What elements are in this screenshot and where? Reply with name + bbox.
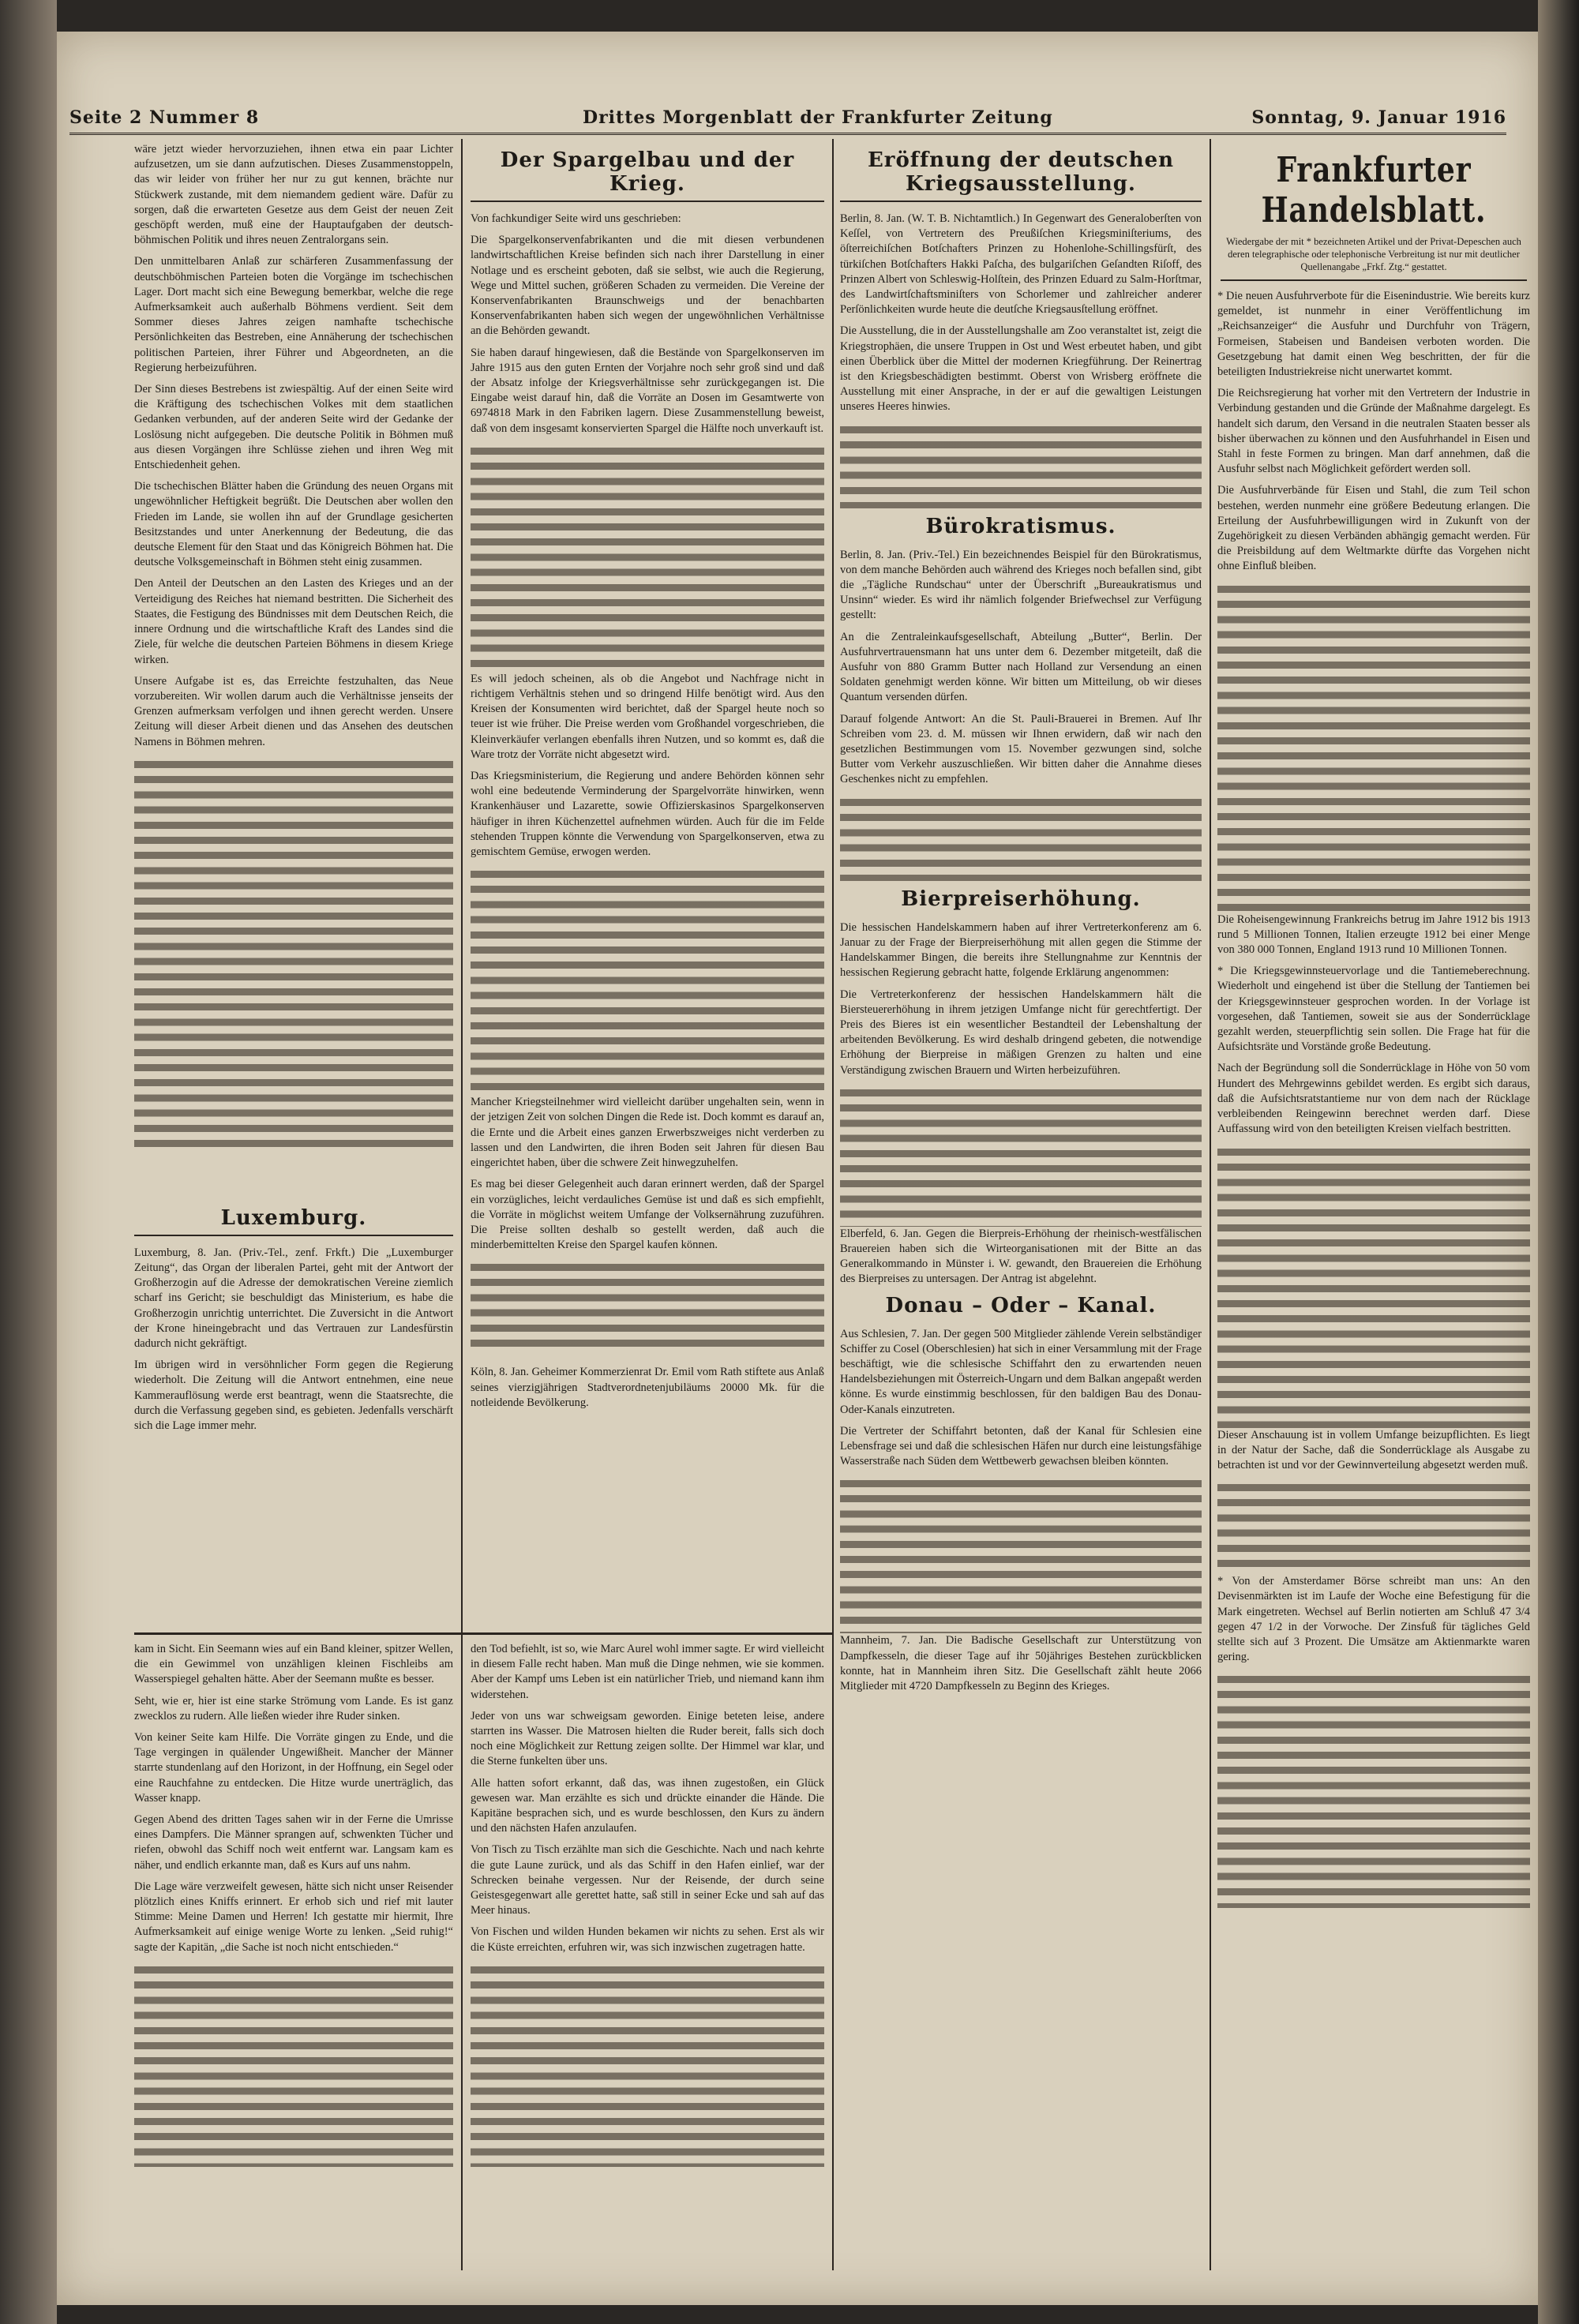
book-binding — [0, 0, 57, 2324]
text-block — [471, 443, 824, 672]
article-paragraph: * Die Kriegsgewinnsteuervorlage und die Tantiemeberechnung. Wiederholt und eingehend ist über die Stellung der Tantiemen bei der Kriegsgewinnsteuer gesprochen worden. In der Vorlage ist vorgesehen, daß Tantiemen, soweit sie aus der Sonderrücklage gezahlt werden, steuerpflichtig sein sollen. Die Frage hat für die Aufsichtsräte und Vorstände große Bedeutung. — [1217, 965, 1530, 1054]
story-paragraph: kam in Sicht. Ein Seemann wies auf ein Band kleiner, spitzer Wellen, die ein Gewimmel von unzähligen kleinen Fischleibs am Wasserspiegel gehalten hätte. Aber der Seemann mußte es besser. — [134, 1643, 453, 1686]
article-paragraph: Im übrigen wird in versöhnlicher Form gegen die Regierung wiederholt. Die Zeitung will die Antwort entnehmen, eine neue Kammerauflösung werde erst beantragt, wenn die Staatsrechte, die durch die Verfassung gegeben sind, es gebieten. Jedenfalls verschärft sich die Lage immer mehr. — [134, 1359, 453, 1432]
article-paragraph: Nach der Begründung soll die Sonderrücklage in Höhe von 50 vom Hundert des Mehrgewinns gebildet werden. Es ergibt sich daraus, daß die Aufsichtsratstantieme nur von dem nach der Rücklage verbleibenden Reingewinn berechnet werden darf. Diese Auffassung wird von den beteiligten Kreisen vielfach bestritten. — [1217, 1062, 1530, 1136]
article-paragraph: Den unmittelbaren Anlaß zur schärferen Zusammenfassung der deutschböhmischen Parteien boten die Vorgänge im tschechischen Lager. Dort macht sich eine Bewegung bemerkbar, welche die rege Aufmerksamkeit auch außerhalb Böhmens verdient. Seit dem Sommer dieses Jahres zeigen namhafte tschechische Persönlichkeiten das Bestreben, eine Annäherung der tschechischen politischen Parteien, ihrer Führer und Abgeordneten, an die Regierung herbeizuführen. — [134, 255, 453, 374]
article-title-spargelbau: Der Spargelbau und der Krieg. — [471, 148, 824, 202]
text-block — [134, 1962, 453, 2167]
article-paragraph: Unsere Aufgabe ist es, das Erreichte festzuhalten, das Neue vorzubereiten. Wir wollen darum auch die Verhältnisse jenseits der Grenzen aufmerksam verfolgen und ihnen gerecht werden. Unsere Zeitung will dieser Arbeit dienen und das Ansehen des deutschen Namens in Böhmen mehren. — [134, 674, 453, 748]
article-title-buerokratismus: Bürokratismus. — [925, 514, 1116, 538]
story-paragraph: Gegen Abend des dritten Tages sahen wir in der Ferne die Umrisse eines Dampfers. Die Männer sprangen auf, schwenkten Tücher und riefen, obwohl das Schiff noch weit entfernt war. Langsam kam es näher, und endlich erkannte man, daß es Kurs auf uns nahm. — [134, 1813, 453, 1872]
article-paragraph: Die Ausfuhrverbände für Eisen und Stahl, die zum Teil schon bestehen, werden nunmehr eine größere Bedeutung erlangen. Die Erteilung der Ausfuhrbewilligungen wird in Zukunft von der Zugehörigkeit zu diesen Verbänden abhängig gemacht werden. Für die Preisbildung auf dem Weltmarkte dürfte das Vorgehen nicht ohne Einfluß bleiben. — [1217, 484, 1530, 573]
text-block — [1217, 1144, 1530, 1428]
article-paragraph: Luxemburg, 8. Jan. (Priv.-Tel., zenf. Frkft.) Die „Luxemburger Zeitung“, das Organ der liberalen Partei, geht mit der Antwort der Großherzogin auf die Adresse der demokratischen Vereine ziemlich scharf ins Gericht; sie beschuldigt das Ministerium, es habe die Großherzogin unrichtig unterrichtet. Die Zuversicht in die Antwort der Krone hineingebracht und das Vertrauen zur Landesfürstin dadurch nicht gekräftigt. — [134, 1246, 453, 1350]
column-rule — [461, 1639, 463, 2270]
feuilleton-left — [134, 1642, 453, 2266]
header-edition: Drittes Morgenblatt der Frankfurter Zeitung — [583, 107, 1053, 128]
article-paragraph: Die Ausstellung, die in der Ausstellungshalle am Zoo veranstaltet ist, zeigt die Kriegstrophäen, die unsere Truppen in Ost und West erbeutet haben, und gibt einen Überblick über die Mittel der modernen Kriegführung. Der Reinertrag ist den Kriegsbeschädigten bestimmt. Oberst von Wrisberg eröffnete die Ausstellung mit einer Ansprache, in der er auf die gewaltigen Leistungen unseres Heeres hinwies. — [840, 324, 1202, 414]
text-block — [840, 794, 1202, 881]
text-block — [1217, 581, 1530, 913]
page-header — [69, 104, 1506, 135]
header-page-number: Seite 2 Nummer 8 — [69, 107, 260, 128]
column-rule — [1210, 139, 1211, 2270]
text-block — [1217, 1479, 1530, 1574]
feuilleton-right — [471, 1642, 824, 2266]
article-paragraph: Der Sinn dieses Bestrebens ist zwiespältig. Auf der einen Seite wird die Kräftigung des tschechischen Volkes mit dem staatlichen Gedanken verbunden, auf der anderen Seite wird der Gedanke der Loslösung nicht aufgegeben. Die deutsche Politik in Böhmen muß aus diesen Vorgängen ihre Schlüsse ziehen und ihren Weg mit Entschiedenheit gehen. — [134, 383, 453, 472]
story-paragraph: den Tod befiehlt, ist so, wie Marc Aurel wohl immer sagte. Er wird vielleicht in diesem Falle recht haben. Man muß die Dinge nehmen, wie sie kommen. Aber der Kampf ums Leben ist ein natürlicher Trieb, und niemand kann ihm widerstehen. — [471, 1643, 824, 1701]
article-intro: Von fachkundiger Seite wird uns geschrieben: — [471, 212, 681, 225]
article-paragraph: Darauf folgende Antwort: An die St. Pauli-Brauerei in Bremen. Auf Ihr Schreiben vom 23. d. M. müssen wir Ihnen erwidern, daß wir nach den gesetzlichen Bestimmungen vom 15. November gezwungen sind, solche Butter vom Verkehr auszuschließen. Wir bitten daher die Annahme dieses Geschenkes nicht zu empfehlen. — [840, 712, 1202, 786]
column-rule — [461, 139, 463, 1639]
column-spargel — [471, 142, 824, 1626]
text-block — [471, 866, 824, 1095]
article-paragraph: Die tschechischen Blätter haben die Gründung des neuen Organs mit ungewöhnlicher Heftigkeit begrüßt. Die Deutschen aber wollen den Frieden im Lande, sie wollen ihn auf der Grundlage gesicherten Besitzstandes und unter Anerkennung der Bedeutung, die das deutsche Element für den Staat und das Königreich Böhmen hat. Die deutsche Volksgemeinschaft in Böhmen steht einig zusammen. — [134, 480, 453, 569]
news-item-elberfeld: Elberfeld, 6. Jan. Gegen die Bierpreis-Erhöhung der rheinisch-westfälischen Brauereien haben sich die Wirteorganisationen mit der Bitte an das Generalkommando in Münster i. W. gewandt, den Brauereien die Erhöhung des Bierpreises zu untersagen. Der Antrag ist abgelehnt. — [840, 1227, 1202, 1286]
column-news — [840, 142, 1202, 2273]
article-paragraph: Aus Schlesien, 7. Jan. Der gegen 500 Mitglieder zählende Verein selbständiger Schiffer zu Cosel (Oberschlesien) hat sich in einer Versammlung mit der Frage beschäftigt, wie die schlesische Schiffahrt den zu erwartenden neuen Handelsbeziehungen mit Österreich-Ungarn und dem Balkan angepaßt werden könne. Es wurde einstimmig beschlossen, für den baldigen Bau des Donau-Oder-Kanals einzutreten. — [840, 1327, 1202, 1416]
news-item-koeln: Köln, 8. Jan. Geheimer Kommerzienrat Dr. Emil vom Rath stiftete aus Anlaß seines vierzigjährigen Stadtverordnetenjubiläums 20000 Mk. für die notleidende Bevölkerung. — [471, 1366, 824, 1409]
article-paragraph: Die Spargelkonservenfabrikanten und die mit diesen verbundenen landwirtschaftlichen Kreise befinden sich nach ihrer Darstellung in einer Notlage und es erscheint geboten, daß sie selbst, wie auch die Regierung, Wege und Mittel suchen, größeren Schaden zu vermeiden. Die Vereine der Konservenfabrikanten Braunschweigs und der benachbarten Konservenfabrikanten haben sich wegen der ungewöhnlichen Verhältnisse an die Behörden gewandt. — [471, 234, 824, 338]
article-title-bierpreis: Bierpreiserhöhung. — [901, 886, 1141, 911]
page-edge — [1538, 0, 1579, 2324]
article-title-luxemburg: Luxemburg. — [134, 1206, 453, 1236]
article-paragraph: Das Kriegsministerium, die Regierung und andere Behörden können sehr wohl eine bedeutende Verminderung der Spargelvorräte hinwirken, wenn Krankenhäuser und Lazarette, sowie Offizierskasinos Spargelkonserven häufiger in ihren Küchenzettel aufnehmen würden. Auch für die im Felde stehenden Truppen könnte die Verwendung von Spargelkonserven, etwa zu gemischtem Gemüse, erwogen werden. — [471, 770, 824, 859]
handelsblatt-masthead: Frankfurter Handelsblatt. — [1261, 150, 1487, 231]
article-paragraph: Die Vertreterkonferenz der hessischen Handelskammern hält die Biersteuererhöhung in ihrem jetzigen Umfange nicht für gerechtfertigt. Der Preis des Bieres ist ein wesentlicher Bestandteil der Lebenshaltung der arbeitenden Bevölkerung. Es wird deshalb dringend gebeten, die notwendige Erhöhung der Bierpreise in mäßigen Grenzen zu halten und eine Verständigung zwischen Brauern und Wirten herbeizuführen. — [840, 988, 1202, 1077]
article-paragraph: Dieser Anschauung ist in vollem Umfange beizupflichten. Es liegt in der Natur der Sache, daß die Sonderrücklage als Ausgabe zu betrachten ist und vor der Gewinnverteilung abgesetzt werden muß. — [1217, 1428, 1530, 1471]
article-paragraph: Sie haben darauf hingewiesen, daß die Bestände von Spargelkonserven im Jahre 1915 aus den guten Ernten der Vorjahre noch sehr groß sind und daß der Absatz infolge der Kriegsverhältnisse sehr zurückgegangen ist. Die Eingabe weist darauf hin, daß die Vorräte an Dosen im Gesamtwerte von 6974818 Mark in den Fabriken lagern. Diese Zusammenstellung beweist, daß von dem insgesamt konservierten Spargel die Hälfte noch unverkauft ist. — [471, 346, 824, 435]
story-paragraph: Von Fischen und wilden Hunden bekamen wir nichts zu sehen. Erst als wir die Küste erreichten, erfuhren wir, was sich inzwischen zugetragen hatte. — [471, 1925, 824, 1954]
article-paragraph: An die Zentraleinkaufsgesellschaft, Abteilung „Butter“, Berlin. Der Ausfuhrvertrauensmann hat uns unter dem 6. Dezember mitgeteilt, daß die Ausfuhr von 880 Gramm Butter nach Holland zur Versendung an einen Soldaten genehmigt werden könne. Wir bitten um Mitteilung, ob wir dieses Quantum versenden dürfen. — [840, 630, 1202, 704]
article-paragraph: Die Roheisengewinnung Frankreichs betrug im Jahre 1912 bis 1913 rund 5 Millionen Tonnen, Italien erzeugte 1912 bei einer Menge von 380 000 Tonnen, England 1913 rund 10 Millionen Tonnen. — [1217, 913, 1530, 957]
feuilleton-rule — [134, 1632, 832, 1635]
text-block — [840, 1475, 1202, 1633]
article-paragraph: Es will jedoch scheinen, als ob die Angebot und Nachfrage nicht in richtigem Verhältnis stehen und so dringend Hilfe benötigt wird. Aus den Kreisen der Konsumenten wird berichtet, daß der Spargel heute noch so teuer ist wie früher. Die Preise werden vom Großhandel vorgeschrieben, die Kleinverkäufer verlangen ebenfalls ihren Nutzen, und so kommt es, daß die Ware trotz der Vorräte nicht abgesetzt wird. — [471, 672, 824, 761]
article-paragraph: * Von der Amsterdamer Börse schreibt man uns: An den Devisenmärkten ist im Laufe der Woche eine Befestigung für die Mark eingetreten. Wechsel auf Berlin notierten am Schluß 47 3/4 gegen 47 1/2 in der Vorwoche. Der Zinsfuß für tägliches Geld stellte sich auf 3 Prozent. Die Umsätze am Aktienmarkte waren gering. — [1217, 1575, 1530, 1664]
text-block — [134, 756, 453, 1151]
text-block — [471, 1259, 824, 1354]
article-paragraph: Die hessischen Handelskammern haben auf ihrer Vertreterkonferenz am 6. Januar zu der Frage der Bierpreiserhöhung mit allen gegen die Stimme der Handelskammer Bingen, die bereits ihre Stellungnahme zur Kenntnis der hessischen Regierung gebracht hatte, folgende Erklärung angenommen: — [840, 920, 1202, 980]
masthead-notice: Wiedergabe der mit * bezeichneten Artikel und der Privat-Depeschen auch deren telegraphische oder telephonische Verbreitung ist nur mit deutlicher Quellenangabe „Frkf. Ztg.“ gestattet. — [1221, 235, 1527, 281]
story-paragraph: Von keiner Seite kam Hilfe. Die Vorräte gingen zu Ende, und die Tage vergingen in quälender Ungewißheit. Mancher der Männer starrte stundenlang auf den Horizont, in der Hoffnung, ein Segel oder eine Rauchfahne zu entdecken. Die Hitze wurde unerträglich, das Wasser knapp. — [134, 1731, 453, 1805]
story-paragraph: Alle hatten sofort erkannt, daß das, was ihnen zugestoßen, ein Glück gewesen war. Man erzählte es sich und drückte einander die Hände. Die Kapitäne besprachen sich, und es wurde beschlossen, den Kurs zu ändern und den nächsten Hafen anzulaufen. — [471, 1776, 824, 1835]
text-block — [1217, 1671, 1530, 1908]
article-paragraph: Den Anteil der Deutschen an den Lasten des Krieges und an der Verteidigung des Reiches hat niemand bestritten. Die Sicherheit des Staates, die Festigung des Bündnisses mit dem Deutschen Reich, die innere Ordnung und die wirtschaftliche Kraft des Landes sind die Ziele, für welche die deutschen Parteien Böhmens in diesem Kriege wirken. — [134, 577, 453, 666]
article-paragraph: Die Reichsregierung hat vorher mit den Vertretern der Industrie in Verbindung gestanden und die Gründe der Maßnahme dargelegt. Es handelt sich darum, den Versand in die neutralen Staaten besser als bisher überwachen zu können und den Ausfuhrhandel in Eisen und Stahl in feste Formen zu bringen. Man darf annehmen, daß die Ausfuhr selbst nach Möglichkeit gefördert werden soll. — [1217, 387, 1530, 476]
article-paragraph: wäre jetzt wieder hervorzuziehen, ihnen etwa ein paar Lichter aufzusetzen, um sie dann aufzutischen. Dieses Zusammenstoppeln, das wir leider von früher her nur zu gut kennen, brächte nur Stückwerk zustande, mit dem niemandem gedient wäre. Dafür zu sorgen, daß die erwarteten Gesetze aus dem Geist der neuen Zeit geschöpft werden, muß eine der Hauptaufgaben der deutsch-böhmischen Politik und ihres neuen Zentralorgans sein. — [134, 143, 453, 247]
column-rule — [832, 139, 834, 2270]
article-title-donau-oder: Donau – Oder – Kanal. — [885, 1293, 1157, 1318]
header-date: Sonntag, 9. Januar 1916 — [1251, 107, 1506, 128]
article-paragraph: Es mag bei dieser Gelegenheit auch daran erinnert werden, daß der Spargel ein vorzügliches, leicht verdauliches Gemüse ist und daß es sich empfiehlt, die Vorräte in möglichst weitem Umfange der Volksernährung zuzuführen. Die Preise sollten deshalb so gestellt werden, daß auch die minderbemittelten Kreise den Spargel kaufen können. — [471, 1178, 824, 1252]
article-paragraph: Die Vertreter der Schiffahrt betonten, daß der Kanal für Schlesien eine Lebensfrage sei und daß die schlesischen Häfen nur durch eine leistungsfähige Wasserstraße nach Süden dem Wettbewerb gewachsen bleiben könnten. — [840, 1424, 1202, 1468]
story-paragraph: Von Tisch zu Tisch erzählte man sich die Geschichte. Nach und nach kehrte die gute Laune zurück, und als das Schiff in den Hafen einlief, war der Schrecken beinahe vergessen. Nur der Reisende, der durch seine Geistesgegenwart alle gerettet hatte, saß still in seiner Ecke und sah auf das Meer hinaus. — [471, 1843, 824, 1917]
news-item-mannheim: Mannheim, 7. Jan. Die Badische Gesellschaft zur Unterstützung von Dampfkesseln, die dieser Tage auf ihr 50jähriges Bestehen zurückblicken konnte, hat in Mannheim ihren Sitz. Die Gesellschaft zählt heute 2066 Mitglieder mit 4720 Dampfkesseln zu Beginn des Krieges. — [840, 1634, 1202, 1692]
story-paragraph: Seht, wie er, hier ist eine starke Strömung vom Lande. Es ist ganz zwecklos zu rudern. Alle ließen wieder ihre Ruder sinken. — [134, 1694, 453, 1722]
article-paragraph: Berlin, 8. Jan. (W. T. B. Nichtamtlich.) In Gegenwart des Generaloberſten von Keſſel, von Vertretern des Preußiſchen Kriegsminiſteriums, des öſterreichiſchen Botſchafters Prinzen zu Hohenlohe-Schillingsfürſt, des türkiſchen Botſchafters Hakki Paſcha, des bulgariſchen Geſandten Riſoff, des Prinzen Albert von Schleswig-Holſtein, des Prinzen Eduard zu Salm-Horſtmar, des Landwirtſchaftsminiſters von Schorlemer und zahlreicher anderer Perſönlichkeiten wurde heute die deutſche Kriegsausſtellung eröffnet. — [840, 212, 1202, 317]
article-paragraph: Berlin, 8. Jan. (Priv.-Tel.) Ein bezeichnendes Beispiel für den Bürokratismus, von dem manche Behörden auch während des Krieges noch befallen sind, gibt die „Tägliche Rundschau“ unter der Überschrift „Bureaukratismus und Unsinn“ wieder. Es wird ihr nämlich folgender Briefwechsel zur Verfügung gestellt: — [840, 548, 1202, 622]
column-handelsblatt — [1217, 142, 1530, 2273]
text-block — [840, 422, 1202, 508]
story-paragraph: Jeder von uns war schweigsam geworden. Einige beteten leise, andere starrten ins Wasser. Die Matrosen hielten die Ruder bereit, falls sich doch noch eine Möglichkeit zur Rettung zeigen sollte. Der Himmel war klar, und die Sterne funkelten über uns. — [471, 1709, 824, 1768]
text-block — [840, 1085, 1202, 1227]
article-paragraph: Mancher Kriegsteilnehmer wird vielleicht darüber ungehalten sein, wenn in der jetzigen Zeit von solchen Dingen die Rede ist. Doch kommt es darauf an, die Ernte und die Arbeit eines ganzen Erwerbszweiges nicht verderben zu lassen und den Landwirten, die ihren Boden seit Jahren für diesen Bau eingerichtet haben, über die schwere Zeit hinwegzuhelfen. — [471, 1096, 824, 1170]
article-title-kriegsausstellung: Eröffnung der deutschen Kriegsausstellung. — [840, 148, 1202, 202]
column-bohemia — [134, 142, 453, 1626]
text-block — [471, 1962, 824, 2167]
story-paragraph: Die Lage wäre verzweifelt gewesen, hätte sich nicht unser Reisender plötzlich eines Kniffs erinnert. Er erhob sich und rief mit lauter Stimme: Meine Damen und Herren! Ich gestatte mir hiermit, Ihre Aufmerksamkeit auf einige wenige Worte zu lenken. „Seid ruhig!“ sagte der Kapitän, „die Sache ist noch nicht entschieden.“ — [134, 1880, 453, 1954]
article-paragraph: * Die neuen Ausfuhrverbote für die Eisenindustrie. Wie bereits kurz gemeldet, ist nunmehr in einer Veröffentlichung im „Reichsanzeiger“ die Ausfuhr und Durchfuhr von Trägern, Formeisen, Stabeisen und Bandeisen verboten worden. Die Gesetzgebung hat damit einen Weg beschritten, der für die beteiligten Industriekreise nicht unerwartet kommt. — [1217, 290, 1530, 379]
